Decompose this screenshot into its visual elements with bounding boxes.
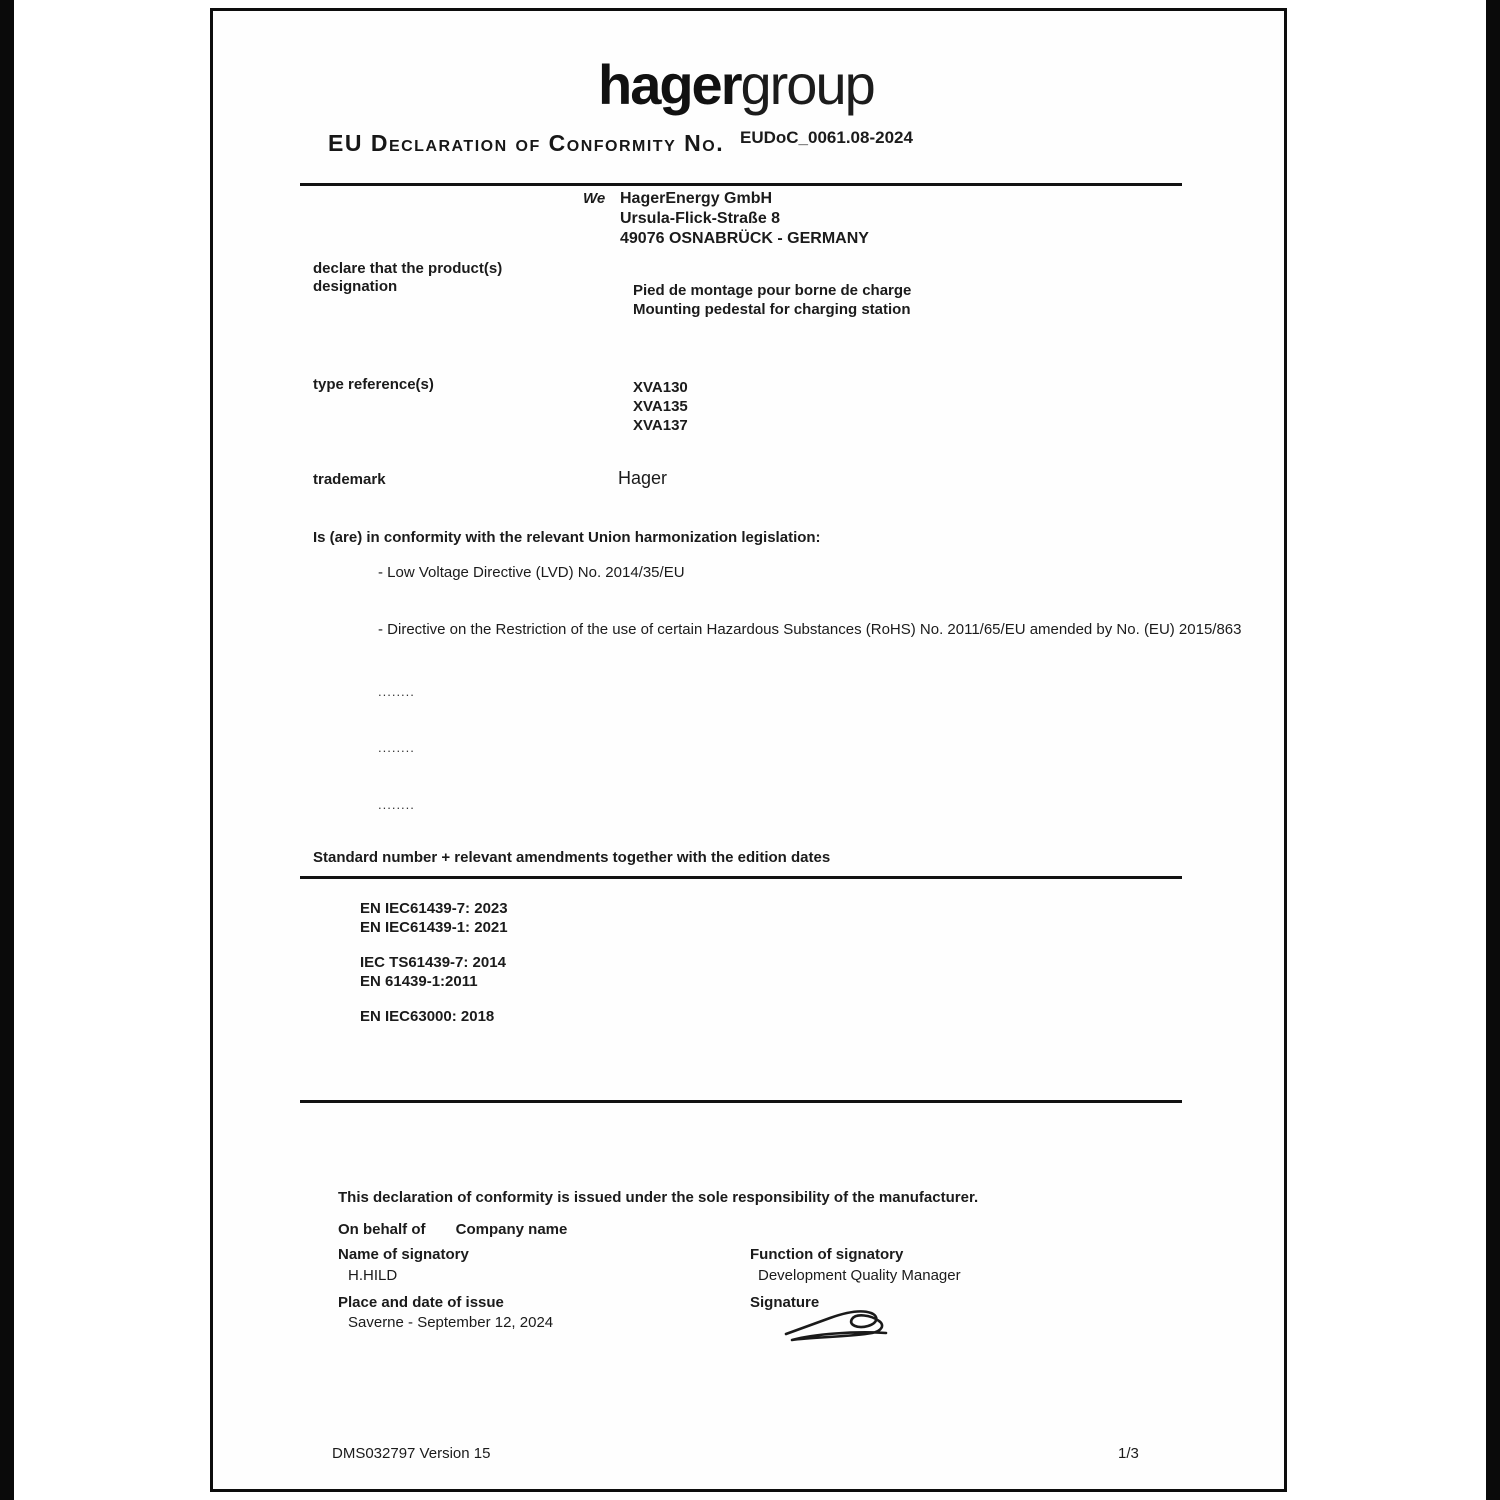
type-reference-values <box>633 378 688 435</box>
we-label: We <box>583 190 606 207</box>
signatory-name-value: H.HILD <box>348 1267 398 1284</box>
standard-item: EN 61439-1:2011 <box>360 973 478 990</box>
document-number: EUDoC_0061.08-2024 <box>740 128 913 147</box>
place-date-label: Place and date of issue <box>338 1294 504 1311</box>
company-name-line: HagerEnergy GmbH <box>620 190 773 207</box>
standard-item: EN IEC61439-1: 2021 <box>360 919 508 936</box>
company-address-block <box>620 189 869 249</box>
horizontal-rule-bottom <box>300 1100 1182 1103</box>
dotted-placeholder: ........ <box>378 740 415 755</box>
logo-group: group <box>740 53 874 116</box>
horizontal-rule-top <box>300 183 1182 186</box>
designation-label: designation <box>313 278 398 295</box>
standard-item: EN IEC63000: 2018 <box>360 1008 495 1025</box>
signatory-function-value: Development Quality Manager <box>758 1267 961 1284</box>
standard-item: EN IEC61439-7: 2023 <box>360 900 508 917</box>
logo-hager: hager <box>598 53 741 116</box>
type-reference-item: XVA135 <box>633 398 688 415</box>
on-behalf-row <box>338 1221 567 1238</box>
title-row <box>328 130 724 157</box>
standards-heading: Standard number + relevant amendments together with the edition dates <box>313 849 831 866</box>
horizontal-rule-standards <box>300 876 1182 879</box>
trademark-label: trademark <box>313 471 386 488</box>
conformity-statement: Is (are) in conformity with the relevant Union harmonization legislation: <box>313 529 821 546</box>
signatory-function-label: Function of signatory <box>750 1246 904 1263</box>
footer-document-id: DMS032797 Version 15 <box>332 1445 491 1462</box>
signatory-name-label: Name of signatory <box>338 1246 469 1263</box>
type-reference-item: XVA137 <box>633 417 688 434</box>
designation-values <box>633 281 911 319</box>
footer-page-number: 1/3 <box>1118 1445 1139 1462</box>
directive-rohs: - Directive on the Restriction of the use of certain Hazardous Substances (RoHS) No. 2011/65/EU amended by No. (EU) 2015/863 <box>378 621 1242 638</box>
handwritten-signature-image <box>780 1300 895 1353</box>
on-behalf-label: On behalf of <box>338 1221 426 1238</box>
company-street-line: Ursula-Flick-Straße 8 <box>620 210 781 227</box>
hagergroup-logo <box>598 52 874 117</box>
dotted-placeholder: ........ <box>378 684 415 699</box>
company-city-line: 49076 OSNABRÜCK - GERMANY <box>620 230 869 247</box>
responsibility-statement: This declaration of conformity is issued under the sole responsibility of the manufacturer. <box>338 1189 979 1206</box>
declare-label-block <box>313 260 502 296</box>
type-reference-label: type reference(s) <box>313 376 434 393</box>
trademark-value: Hager <box>618 468 668 488</box>
company-name-label: Company name <box>455 1221 568 1238</box>
standards-list <box>360 899 508 1026</box>
document-title: EU Declaration of Conformity No. <box>328 130 725 156</box>
standard-item: IEC TS61439-7: 2014 <box>360 954 506 971</box>
directive-lvd: - Low Voltage Directive (LVD) No. 2014/35/EU <box>378 564 685 581</box>
designation-en: Mounting pedestal for charging station <box>633 301 911 318</box>
scan-edge-left <box>0 0 14 1500</box>
declare-label: declare that the product(s) <box>313 260 503 277</box>
type-reference-item: XVA130 <box>633 379 688 396</box>
scan-edge-right <box>1486 0 1500 1500</box>
signature-label: Signature <box>750 1294 820 1311</box>
designation-fr: Pied de montage pour borne de charge <box>633 282 912 299</box>
dotted-placeholder: ........ <box>378 797 415 812</box>
place-date-value: Saverne - September 12, 2024 <box>348 1314 554 1331</box>
